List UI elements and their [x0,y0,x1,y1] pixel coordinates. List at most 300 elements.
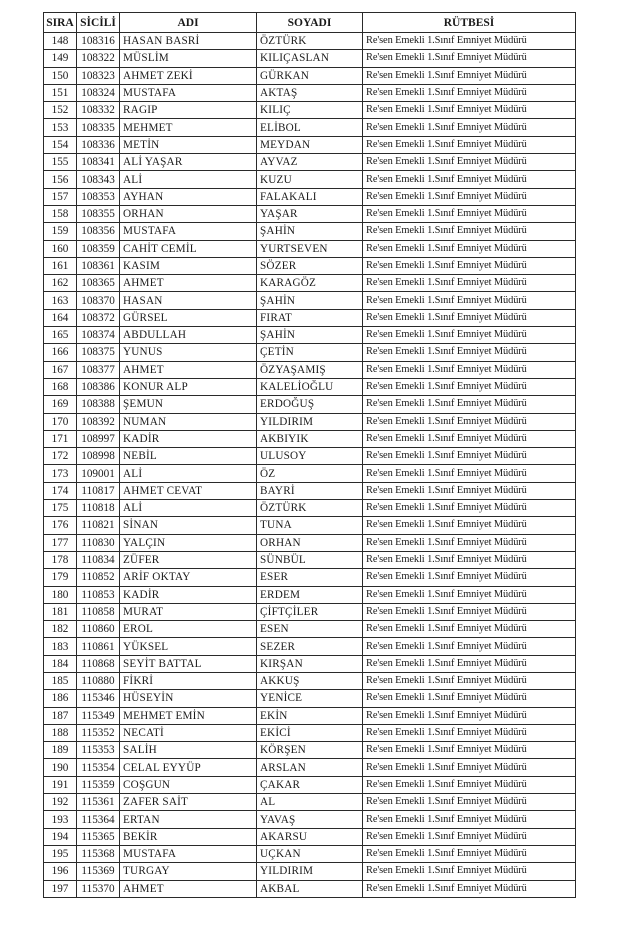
sicil-cell: 108341 [77,154,120,171]
rutbe-cell: Re'sen Emekli 1.Sınıf Emniyet Müdürü [363,84,576,101]
soyadi-cell: AKTAŞ [257,84,363,101]
sira-cell: 162 [44,275,77,292]
sicil-cell: 115359 [77,776,120,793]
header-adi: ADI [120,13,257,33]
sicil-cell: 115370 [77,880,120,897]
soyadi-cell: ERDEM [257,586,363,603]
sicil-cell: 115361 [77,794,120,811]
soyadi-cell: EKİCİ [257,724,363,741]
soyadi-cell: SEZER [257,638,363,655]
sira-cell: 194 [44,828,77,845]
table-row [44,569,576,586]
sicil-cell: 108343 [77,171,120,188]
rutbe-cell: Re'sen Emekli 1.Sınıf Emniyet Müdürü [363,603,576,620]
adi-cell: HÜSEYİN [120,690,257,707]
soyadi-cell: ÖZYAŞAMIŞ [257,361,363,378]
rutbe-cell: Re'sen Emekli 1.Sınıf Emniyet Müdürü [363,223,576,240]
sira-cell: 170 [44,413,77,430]
table-row [44,863,576,880]
rutbe-cell: Re'sen Emekli 1.Sınıf Emniyet Müdürü [363,396,576,413]
rutbe-cell: Re'sen Emekli 1.Sınıf Emniyet Müdürü [363,638,576,655]
sicil-cell: 108323 [77,67,120,84]
sicil-cell: 110860 [77,621,120,638]
soyadi-cell: YAŞAR [257,205,363,222]
table-row [44,292,576,309]
sicil-cell: 108377 [77,361,120,378]
rutbe-cell: Re'sen Emekli 1.Sınıf Emniyet Müdürü [363,188,576,205]
rutbe-cell: Re'sen Emekli 1.Sınıf Emniyet Müdürü [363,742,576,759]
sira-cell: 189 [44,742,77,759]
sira-cell: 173 [44,465,77,482]
sira-cell: 152 [44,102,77,119]
table-row [44,465,576,482]
personnel-table [43,12,576,898]
rutbe-cell: Re'sen Emekli 1.Sınıf Emniyet Müdürü [363,413,576,430]
table-row [44,500,576,517]
table-row [44,482,576,499]
rutbe-cell: Re'sen Emekli 1.Sınıf Emniyet Müdürü [363,292,576,309]
sira-cell: 192 [44,794,77,811]
rutbe-cell: Re'sen Emekli 1.Sınıf Emniyet Müdürü [363,154,576,171]
soyadi-cell: AKARSU [257,828,363,845]
table-row [44,223,576,240]
sira-cell: 178 [44,551,77,568]
table-row [44,205,576,222]
adi-cell: MEHMET EMİN [120,707,257,724]
sira-cell: 156 [44,171,77,188]
adi-cell: ZAFER SAİT [120,794,257,811]
soyadi-cell: MEYDAN [257,136,363,153]
table-row [44,655,576,672]
soyadi-cell: EKİN [257,707,363,724]
sira-cell: 164 [44,309,77,326]
adi-cell: AHMET CEVAT [120,482,257,499]
sira-cell: 161 [44,257,77,274]
table-row [44,119,576,136]
soyadi-cell: SÖZER [257,257,363,274]
adi-cell: RAGIP [120,102,257,119]
sicil-cell: 115352 [77,724,120,741]
sira-cell: 154 [44,136,77,153]
rutbe-cell: Re'sen Emekli 1.Sınıf Emniyet Müdürü [363,102,576,119]
sira-cell: 186 [44,690,77,707]
sira-cell: 174 [44,482,77,499]
sicil-cell: 115364 [77,811,120,828]
header-rutbe: RÜTBESİ [363,13,576,33]
soyadi-cell: TUNA [257,517,363,534]
soyadi-cell: ŞAHİN [257,327,363,344]
sicil-cell: 110821 [77,517,120,534]
soyadi-cell: KALELİOĞLU [257,378,363,395]
adi-cell: CAHİT CEMİL [120,240,257,257]
rutbe-cell: Re'sen Emekli 1.Sınıf Emniyet Müdürü [363,240,576,257]
sira-cell: 181 [44,603,77,620]
sira-cell: 155 [44,154,77,171]
table-row [44,759,576,776]
rutbe-cell: Re'sen Emekli 1.Sınıf Emniyet Müdürü [363,776,576,793]
table-row [44,171,576,188]
sicil-cell: 110818 [77,500,120,517]
adi-cell: NECATİ [120,724,257,741]
soyadi-cell: ÇETİN [257,344,363,361]
sira-cell: 172 [44,448,77,465]
sira-cell: 180 [44,586,77,603]
soyadi-cell: ESER [257,569,363,586]
table-row [44,136,576,153]
soyadi-cell: UÇKAN [257,845,363,862]
table-row [44,880,576,897]
adi-cell: EROL [120,621,257,638]
table-row [44,396,576,413]
rutbe-cell: Re'sen Emekli 1.Sınıf Emniyet Müdürü [363,378,576,395]
rutbe-cell: Re'sen Emekli 1.Sınıf Emniyet Müdürü [363,794,576,811]
rutbe-cell: Re'sen Emekli 1.Sınıf Emniyet Müdürü [363,828,576,845]
table-row [44,344,576,361]
soyadi-cell: ÇAKAR [257,776,363,793]
sicil-cell: 108324 [77,84,120,101]
soyadi-cell: BAYRİ [257,482,363,499]
sira-cell: 148 [44,33,77,50]
rutbe-cell: Re'sen Emekli 1.Sınıf Emniyet Müdürü [363,621,576,638]
sira-cell: 151 [44,84,77,101]
adi-cell: ORHAN [120,205,257,222]
table-row [44,50,576,67]
adi-cell: ŞEMUN [120,396,257,413]
rutbe-cell: Re'sen Emekli 1.Sınıf Emniyet Müdürü [363,707,576,724]
rutbe-cell: Re'sen Emekli 1.Sınıf Emniyet Müdürü [363,586,576,603]
rutbe-cell: Re'sen Emekli 1.Sınıf Emniyet Müdürü [363,257,576,274]
rutbe-cell: Re'sen Emekli 1.Sınıf Emniyet Müdürü [363,500,576,517]
header-soyadi: SOYADI [257,13,363,33]
sicil-cell: 108361 [77,257,120,274]
adi-cell: SEYİT BATTAL [120,655,257,672]
soyadi-cell: ELİBOL [257,119,363,136]
sicil-cell: 115369 [77,863,120,880]
sicil-cell: 108372 [77,309,120,326]
adi-cell: FİKRİ [120,672,257,689]
sira-cell: 163 [44,292,77,309]
table-row [44,33,576,50]
table-row [44,67,576,84]
table-row [44,448,576,465]
adi-cell: BEKİR [120,828,257,845]
rutbe-cell: Re'sen Emekli 1.Sınıf Emniyet Müdürü [363,551,576,568]
adi-cell: MÜSLİM [120,50,257,67]
adi-cell: SİNAN [120,517,257,534]
table-row [44,102,576,119]
rutbe-cell: Re'sen Emekli 1.Sınıf Emniyet Müdürü [363,344,576,361]
rutbe-cell: Re'sen Emekli 1.Sınıf Emniyet Müdürü [363,845,576,862]
soyadi-cell: FALAKALI [257,188,363,205]
sicil-cell: 110853 [77,586,120,603]
table-body [44,33,576,898]
rutbe-cell: Re'sen Emekli 1.Sınıf Emniyet Müdürü [363,690,576,707]
rutbe-cell: Re'sen Emekli 1.Sınıf Emniyet Müdürü [363,517,576,534]
table-row [44,776,576,793]
sicil-cell: 110834 [77,551,120,568]
table-row [44,378,576,395]
table-row [44,845,576,862]
sira-cell: 165 [44,327,77,344]
sicil-cell: 108375 [77,344,120,361]
rutbe-cell: Re'sen Emekli 1.Sınıf Emniyet Müdürü [363,67,576,84]
adi-cell: ALİ [120,465,257,482]
adi-cell: NUMAN [120,413,257,430]
table-row [44,828,576,845]
soyadi-cell: ARSLAN [257,759,363,776]
adi-cell: MUSTAFA [120,845,257,862]
adi-cell: ALİ YAŞAR [120,154,257,171]
table-row [44,430,576,447]
soyadi-cell: YILDIRIM [257,863,363,880]
soyadi-cell: SÜNBÜL [257,551,363,568]
soyadi-cell: GÜRKAN [257,67,363,84]
sicil-cell: 115353 [77,742,120,759]
sicil-cell: 108359 [77,240,120,257]
rutbe-cell: Re'sen Emekli 1.Sınıf Emniyet Müdürü [363,811,576,828]
adi-cell: MURAT [120,603,257,620]
sicil-cell: 110868 [77,655,120,672]
sira-cell: 167 [44,361,77,378]
sira-cell: 153 [44,119,77,136]
adi-cell: KADİR [120,430,257,447]
table-row [44,724,576,741]
rutbe-cell: Re'sen Emekli 1.Sınıf Emniyet Müdürü [363,309,576,326]
sira-cell: 191 [44,776,77,793]
soyadi-cell: KILIÇASLAN [257,50,363,67]
soyadi-cell: ÖZTÜRK [257,500,363,517]
adi-cell: GÜRSEL [120,309,257,326]
soyadi-cell: ERDOĞUŞ [257,396,363,413]
adi-cell: ALİ [120,171,257,188]
table-row [44,154,576,171]
soyadi-cell: AKBAL [257,880,363,897]
adi-cell: MUSTAFA [120,223,257,240]
sicil-cell: 115349 [77,707,120,724]
table-row [44,275,576,292]
table-row [44,638,576,655]
table-row [44,742,576,759]
sicil-cell: 108335 [77,119,120,136]
adi-cell: AYHAN [120,188,257,205]
soyadi-cell: YAVAŞ [257,811,363,828]
adi-cell: METİN [120,136,257,153]
header-sira: SIRA [44,13,77,33]
soyadi-cell: ESEN [257,621,363,638]
soyadi-cell: ÖZTÜRK [257,33,363,50]
sira-cell: 169 [44,396,77,413]
adi-cell: AHMET [120,275,257,292]
rutbe-cell: Re'sen Emekli 1.Sınıf Emniyet Müdürü [363,50,576,67]
soyadi-cell: ÇİFTÇİLER [257,603,363,620]
adi-cell: SALİH [120,742,257,759]
sicil-cell: 108322 [77,50,120,67]
adi-cell: CELAL EYYÜP [120,759,257,776]
table-row [44,84,576,101]
sicil-cell: 110817 [77,482,120,499]
sicil-cell: 110858 [77,603,120,620]
sicil-cell: 108336 [77,136,120,153]
sira-cell: 183 [44,638,77,655]
rutbe-cell: Re'sen Emekli 1.Sınıf Emniyet Müdürü [363,759,576,776]
sicil-cell: 108332 [77,102,120,119]
sira-cell: 193 [44,811,77,828]
adi-cell: KASIM [120,257,257,274]
adi-cell: COŞGUN [120,776,257,793]
adi-cell: AHMET [120,880,257,897]
sicil-cell: 110880 [77,672,120,689]
rutbe-cell: Re'sen Emekli 1.Sınıf Emniyet Müdürü [363,655,576,672]
adi-cell: ALİ [120,500,257,517]
table-row [44,672,576,689]
soyadi-cell: ULUSOY [257,448,363,465]
soyadi-cell: AL [257,794,363,811]
sicil-cell: 115368 [77,845,120,862]
soyadi-cell: ÖZ [257,465,363,482]
sicil-cell: 115346 [77,690,120,707]
soyadi-cell: YILDIRIM [257,413,363,430]
sira-cell: 159 [44,223,77,240]
adi-cell: HASAN [120,292,257,309]
rutbe-cell: Re'sen Emekli 1.Sınıf Emniyet Müdürü [363,275,576,292]
sira-cell: 179 [44,569,77,586]
soyadi-cell: ŞAHİN [257,292,363,309]
soyadi-cell: FIRAT [257,309,363,326]
sira-cell: 176 [44,517,77,534]
rutbe-cell: Re'sen Emekli 1.Sınıf Emniyet Müdürü [363,863,576,880]
adi-cell: KONUR ALP [120,378,257,395]
table-row [44,240,576,257]
adi-cell: KADİR [120,586,257,603]
soyadi-cell: KÖRŞEN [257,742,363,759]
adi-cell: YALÇIN [120,534,257,551]
adi-cell: TURGAY [120,863,257,880]
adi-cell: YUNUS [120,344,257,361]
table-row [44,794,576,811]
sira-cell: 157 [44,188,77,205]
soyadi-cell: AYVAZ [257,154,363,171]
table-row [44,586,576,603]
sicil-cell: 108365 [77,275,120,292]
sicil-cell: 108997 [77,430,120,447]
sira-cell: 171 [44,430,77,447]
sicil-cell: 108316 [77,33,120,50]
sira-cell: 158 [44,205,77,222]
sira-cell: 177 [44,534,77,551]
sicil-cell: 108355 [77,205,120,222]
soyadi-cell: YENİCE [257,690,363,707]
adi-cell: ERTAN [120,811,257,828]
adi-cell: AHMET [120,361,257,378]
rutbe-cell: Re'sen Emekli 1.Sınıf Emniyet Müdürü [363,430,576,447]
table-row [44,327,576,344]
adi-cell: YÜKSEL [120,638,257,655]
table-row [44,707,576,724]
table-row [44,603,576,620]
sicil-cell: 108374 [77,327,120,344]
sicil-cell: 110852 [77,569,120,586]
table-row [44,621,576,638]
sira-cell: 197 [44,880,77,897]
adi-cell: AHMET ZEKİ [120,67,257,84]
rutbe-cell: Re'sen Emekli 1.Sınıf Emniyet Müdürü [363,205,576,222]
table-row [44,188,576,205]
rutbe-cell: Re'sen Emekli 1.Sınıf Emniyet Müdürü [363,482,576,499]
rutbe-cell: Re'sen Emekli 1.Sınıf Emniyet Müdürü [363,33,576,50]
sicil-cell: 108388 [77,396,120,413]
sicil-cell: 110830 [77,534,120,551]
rutbe-cell: Re'sen Emekli 1.Sınıf Emniyet Müdürü [363,361,576,378]
header-sicil: SİCİLİ [77,13,120,33]
sicil-cell: 115365 [77,828,120,845]
soyadi-cell: YURTSEVEN [257,240,363,257]
table-row [44,257,576,274]
rutbe-cell: Re'sen Emekli 1.Sınıf Emniyet Müdürü [363,119,576,136]
adi-cell: ABDULLAH [120,327,257,344]
table-row [44,309,576,326]
sicil-cell: 108392 [77,413,120,430]
soyadi-cell: AKKUŞ [257,672,363,689]
sicil-cell: 108370 [77,292,120,309]
table-row [44,811,576,828]
sira-cell: 182 [44,621,77,638]
adi-cell: ARİF OKTAY [120,569,257,586]
sira-cell: 190 [44,759,77,776]
rutbe-cell: Re'sen Emekli 1.Sınıf Emniyet Müdürü [363,880,576,897]
sira-cell: 160 [44,240,77,257]
rutbe-cell: Re'sen Emekli 1.Sınıf Emniyet Müdürü [363,136,576,153]
rutbe-cell: Re'sen Emekli 1.Sınıf Emniyet Müdürü [363,569,576,586]
soyadi-cell: KIRŞAN [257,655,363,672]
soyadi-cell: KUZU [257,171,363,188]
adi-cell: MUSTAFA [120,84,257,101]
sicil-cell: 108998 [77,448,120,465]
table-row [44,413,576,430]
table-row [44,534,576,551]
sicil-cell: 108356 [77,223,120,240]
table-row [44,361,576,378]
soyadi-cell: KILIÇ [257,102,363,119]
sira-cell: 187 [44,707,77,724]
table-row [44,690,576,707]
sira-cell: 175 [44,500,77,517]
sira-cell: 149 [44,50,77,67]
sicil-cell: 108386 [77,378,120,395]
soyadi-cell: ORHAN [257,534,363,551]
sira-cell: 195 [44,845,77,862]
sira-cell: 184 [44,655,77,672]
soyadi-cell: ŞAHİN [257,223,363,240]
sira-cell: 168 [44,378,77,395]
adi-cell: MEHMET [120,119,257,136]
sicil-cell: 108353 [77,188,120,205]
rutbe-cell: Re'sen Emekli 1.Sınıf Emniyet Müdürü [363,672,576,689]
sicil-cell: 115354 [77,759,120,776]
adi-cell: HASAN BASRİ [120,33,257,50]
adi-cell: ZÜFER [120,551,257,568]
rutbe-cell: Re'sen Emekli 1.Sınıf Emniyet Müdürü [363,534,576,551]
soyadi-cell: AKBIYIK [257,430,363,447]
adi-cell: NEBİL [120,448,257,465]
sira-cell: 166 [44,344,77,361]
sira-cell: 150 [44,67,77,84]
rutbe-cell: Re'sen Emekli 1.Sınıf Emniyet Müdürü [363,448,576,465]
table-row [44,551,576,568]
table-header-row [44,13,576,33]
sira-cell: 185 [44,672,77,689]
soyadi-cell: KARAGÖZ [257,275,363,292]
sicil-cell: 110861 [77,638,120,655]
